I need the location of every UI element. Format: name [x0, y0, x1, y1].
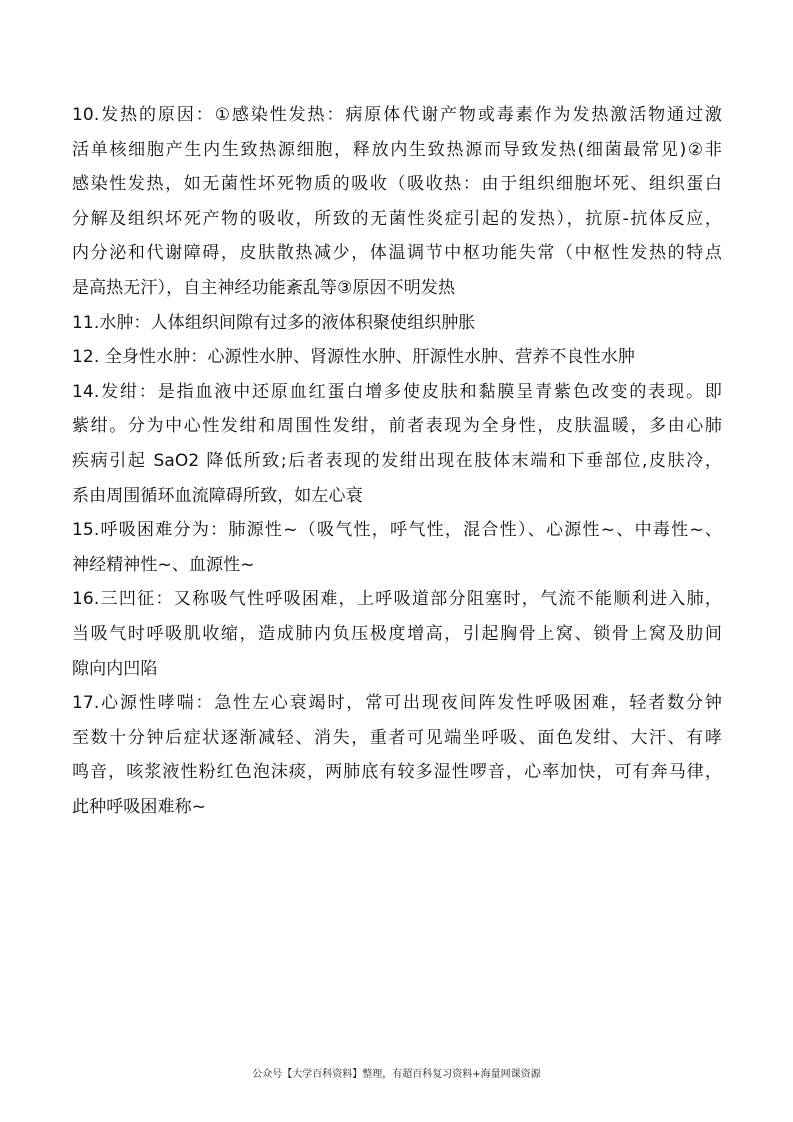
text-line: 系由周围循环血流障碍所致，如左心衰: [72, 485, 363, 506]
paragraph-item-10: [72, 98, 722, 306]
paragraph-item-12: [72, 340, 722, 375]
text-line: 当吸气时呼吸肌收缩，造成肺内负压极度增高，引起胸骨上窝、锁骨上窝及肋间: [72, 623, 722, 644]
text-line: 活单核细胞产生内生致热源细胞，释放内生致热源而导致发热(细菌最常见)②非: [72, 139, 722, 160]
text-line: 17.心源性哮喘：急性左心衰竭时，常可出现夜间阵发性呼吸困难，轻者数分钟: [72, 693, 722, 714]
text-line: 至数十分钟后症状逐渐减轻、消失，重者可见端坐呼吸、面色发绀、大汗、有哮: [72, 727, 722, 748]
document-body: [72, 98, 722, 824]
text-line: 隙向内凹陷: [72, 658, 158, 679]
page-footer: 公众号【大学百科资料】整理，有超百科复习资料+海量网课资源: [252, 1069, 541, 1080]
paragraph-item-17: [72, 686, 722, 824]
paragraph-item-14: [72, 375, 722, 513]
text-line: 分解及组织坏死产物的吸收，所致的无菌性炎症引起的发热），抗原-抗体反应，: [72, 208, 722, 229]
text-line: 10.发热的原因：①感染性发热：病原体代谢产物或毒素作为发热激活物通过激: [72, 105, 722, 125]
text-line: 是高热无汗），自主神经功能紊乱等③原因不明发热: [72, 277, 456, 298]
paragraph-item-15: [72, 513, 722, 582]
text-line: 15.呼吸困难分为：肺源性~（吸气性，呼气性，混合性）、心源性~、中毒性~、: [72, 520, 722, 541]
text-line: 神经精神性~、血源性~: [72, 554, 255, 575]
text-line: 鸣音，咳浆液性粉红色泡沫痰，两肺底有较多湿性啰音，心率加快，可有奔马律，: [72, 762, 722, 783]
text-line: 此种呼吸困难称~: [72, 796, 207, 817]
text-line: 紫绀。分为中心性发绀和周围性发绀，前者表现为全身性，皮肤温暖，多由心肺: [72, 416, 722, 437]
paragraph-item-16: [72, 582, 722, 686]
text-line: 14.发绀：是指血液中还原血红蛋白增多使皮肤和黏膜呈青紫色改变的表现。即: [72, 381, 722, 402]
text-line: 感染性发热，如无菌性坏死物质的吸收（吸收热：由于组织细胞坏死、组织蛋白: [72, 174, 722, 195]
paragraph-item-11: [72, 306, 722, 341]
text-line: 12. 全身性水肿：心源性水肿、肾源性水肿、肝源性水肿、营养不良性水肿: [72, 347, 635, 368]
text-line: 疾病引起 SaO2 降低所致;后者表现的发绀出现在肢体末端和下垂部位,皮肤冷，: [72, 450, 722, 471]
text-line: 16.三凹征：又称吸气性呼吸困难，上呼吸道部分阻塞时，气流不能顺利进入肺，: [72, 589, 722, 610]
text-line: 内分泌和代谢障碍，皮肤散热减少，体温调节中枢功能失常（中枢性发热的特点: [72, 243, 722, 264]
text-line: 11.水肿：人体组织间隙有过多的液体积聚使组织肿胀: [72, 312, 476, 333]
